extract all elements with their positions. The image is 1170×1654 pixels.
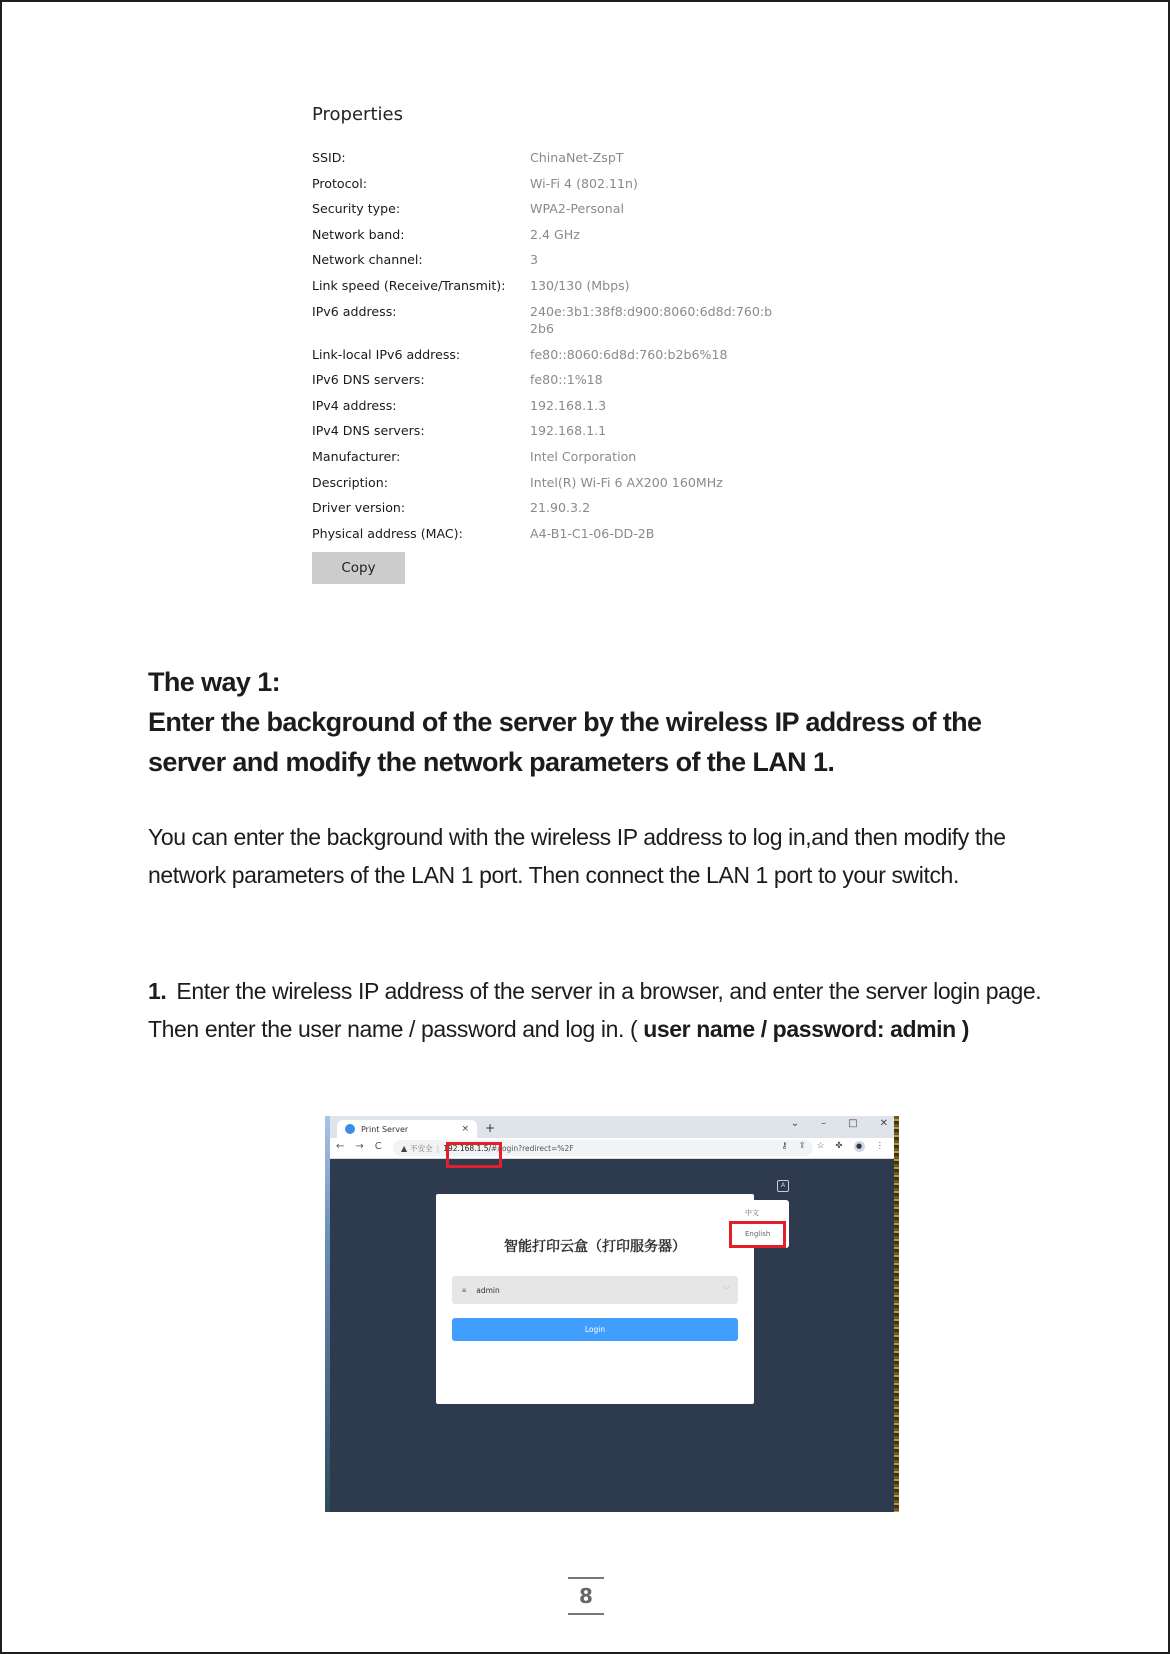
browser-toolbar [330, 1138, 894, 1159]
property-label: Driver version: [312, 500, 406, 516]
section-heading [148, 662, 1048, 782]
menu-icon[interactable]: ⋮ [875, 1141, 884, 1151]
divider: | [436, 1143, 440, 1153]
username-value: admin [476, 1285, 500, 1295]
property-row [312, 342, 792, 368]
tab-close-icon[interactable]: × [461, 1124, 469, 1134]
property-value: 192.168.1.3 [530, 397, 607, 413]
property-row [312, 393, 792, 419]
copy-button[interactable]: Copy [312, 552, 405, 584]
property-row [312, 145, 792, 171]
toolbar-icons [781, 1141, 884, 1152]
property-label: Link speed (Receive/Transmit): [312, 277, 506, 293]
property-value: Intel(R) Wi-Fi 6 AX200 160MHz [530, 474, 723, 490]
properties-list [312, 145, 792, 546]
property-label: IPv4 address: [312, 397, 397, 413]
property-value: 21.90.3.2 [530, 500, 591, 516]
url-highlight-box [446, 1142, 502, 1168]
property-row [312, 196, 792, 222]
property-value: ChinaNet-ZspT [530, 150, 624, 165]
username-input[interactable] [452, 1276, 738, 1304]
property-label: IPv6 DNS servers: [312, 372, 425, 388]
property-value: fe80::1%18 [530, 372, 603, 388]
warning-icon: ▲ [401, 1143, 408, 1153]
property-label: Physical address (MAC): [312, 525, 463, 541]
intro-paragraph: You can enter the background with the wireless IP address to log in,and then modify the network parameters of the LAN 1 port. Then connect the LAN 1 port to your switch. [148, 824, 1006, 888]
share-icon[interactable]: ⇪ [798, 1141, 806, 1151]
property-row [312, 418, 792, 444]
browser-screenshot [325, 1116, 899, 1512]
credentials-text: user name / password: admin ) [643, 1016, 970, 1042]
property-value: WPA2-Personal [530, 201, 624, 217]
property-value: Wi-Fi 4 (802.11n) [530, 175, 638, 191]
page-number: 8 [568, 1577, 604, 1615]
heading-line-2: Enter the background of the server by the wireless IP address of the server and modify the network parameters of the LAN 1. [148, 707, 982, 777]
step-1-paragraph [148, 972, 1048, 1048]
new-tab-icon[interactable]: + [485, 1121, 496, 1135]
property-value: 192.168.1.1 [530, 423, 607, 439]
key-icon[interactable]: ⚷ [781, 1141, 788, 1151]
property-label: Description: [312, 474, 388, 490]
login-button[interactable]: Login [452, 1318, 738, 1341]
property-value: 240e:3b1:38f8:d900:8060:6d8d:760:b2b6 [530, 303, 773, 336]
maximize-icon[interactable]: □ [848, 1118, 858, 1129]
browser-tab[interactable] [337, 1120, 477, 1138]
property-row [312, 444, 792, 470]
property-value: 130/130 (Mbps) [530, 277, 630, 293]
property-label: IPv4 DNS servers: [312, 423, 425, 439]
favicon-icon [345, 1124, 355, 1134]
property-label: SSID: [312, 150, 346, 165]
property-value: Intel Corporation [530, 448, 637, 464]
tab-search-icon[interactable]: ⌄ [790, 1118, 800, 1129]
chevron-down-icon: ﹀ [723, 1286, 730, 1294]
english-highlight-box [729, 1221, 786, 1248]
desktop-edge-right [894, 1116, 899, 1512]
forward-icon[interactable]: → [355, 1141, 364, 1152]
network-properties-panel [312, 104, 792, 584]
property-value: 2.4 GHz [530, 226, 580, 242]
tab-title: Print Server [361, 1124, 409, 1134]
property-row [312, 171, 792, 197]
desktop-edge-left [325, 1116, 330, 1512]
back-icon[interactable]: ← [336, 1141, 345, 1152]
lock-icon: 🔒︎ [462, 1285, 467, 1294]
step-text: Enter the wireless IP address of the server in a browser, and enter the server login page. Then enter the user name / password and log in. ( [148, 978, 1042, 1042]
property-row [312, 470, 792, 496]
profile-icon[interactable]: ● [854, 1141, 865, 1152]
insecure-label: 不安全 [410, 1143, 433, 1153]
property-label: IPv6 address: [312, 303, 397, 319]
property-label: Security type: [312, 201, 401, 217]
property-row [312, 273, 792, 299]
property-row [312, 247, 792, 273]
minimize-icon[interactable]: – [821, 1118, 827, 1129]
property-label: Protocol: [312, 175, 367, 191]
property-label: Network channel: [312, 252, 423, 268]
reload-icon[interactable]: C [374, 1141, 382, 1152]
extensions-icon[interactable]: ✤ [835, 1141, 843, 1151]
property-label: Network band: [312, 226, 405, 242]
step-number: 1. [148, 978, 167, 1004]
property-row [312, 299, 792, 342]
property-row [312, 367, 792, 393]
property-value: fe80::8060:6d8d:760:b2b6%18 [530, 346, 728, 362]
property-label: Manufacturer: [312, 448, 401, 464]
property-row [312, 521, 792, 547]
property-value: A4-B1-C1-06-DD-2B [530, 525, 655, 541]
nav-buttons [336, 1141, 382, 1152]
property-row [312, 222, 792, 248]
star-icon[interactable]: ☆ [816, 1141, 825, 1151]
browser-titlebar [330, 1116, 894, 1138]
login-title: 智能打印云盒（打印服务器） [504, 1239, 686, 1255]
window-controls [791, 1118, 888, 1129]
login-card [436, 1194, 754, 1404]
url-host: 192.168.1.5/ [443, 1143, 492, 1153]
language-switch-icon[interactable]: A [777, 1180, 789, 1192]
lang-option-chinese[interactable]: 中文 [745, 1209, 759, 1217]
property-row [312, 495, 792, 521]
properties-title: Properties [312, 104, 403, 125]
property-value: 3 [530, 252, 539, 268]
url-path: #/login?redirect=%2F [491, 1143, 574, 1153]
heading-line-1: The way 1: [148, 667, 281, 697]
close-window-icon[interactable]: ✕ [879, 1118, 888, 1129]
property-label: Link-local IPv6 address: [312, 346, 461, 362]
lang-option-english[interactable]: English [745, 1230, 771, 1238]
